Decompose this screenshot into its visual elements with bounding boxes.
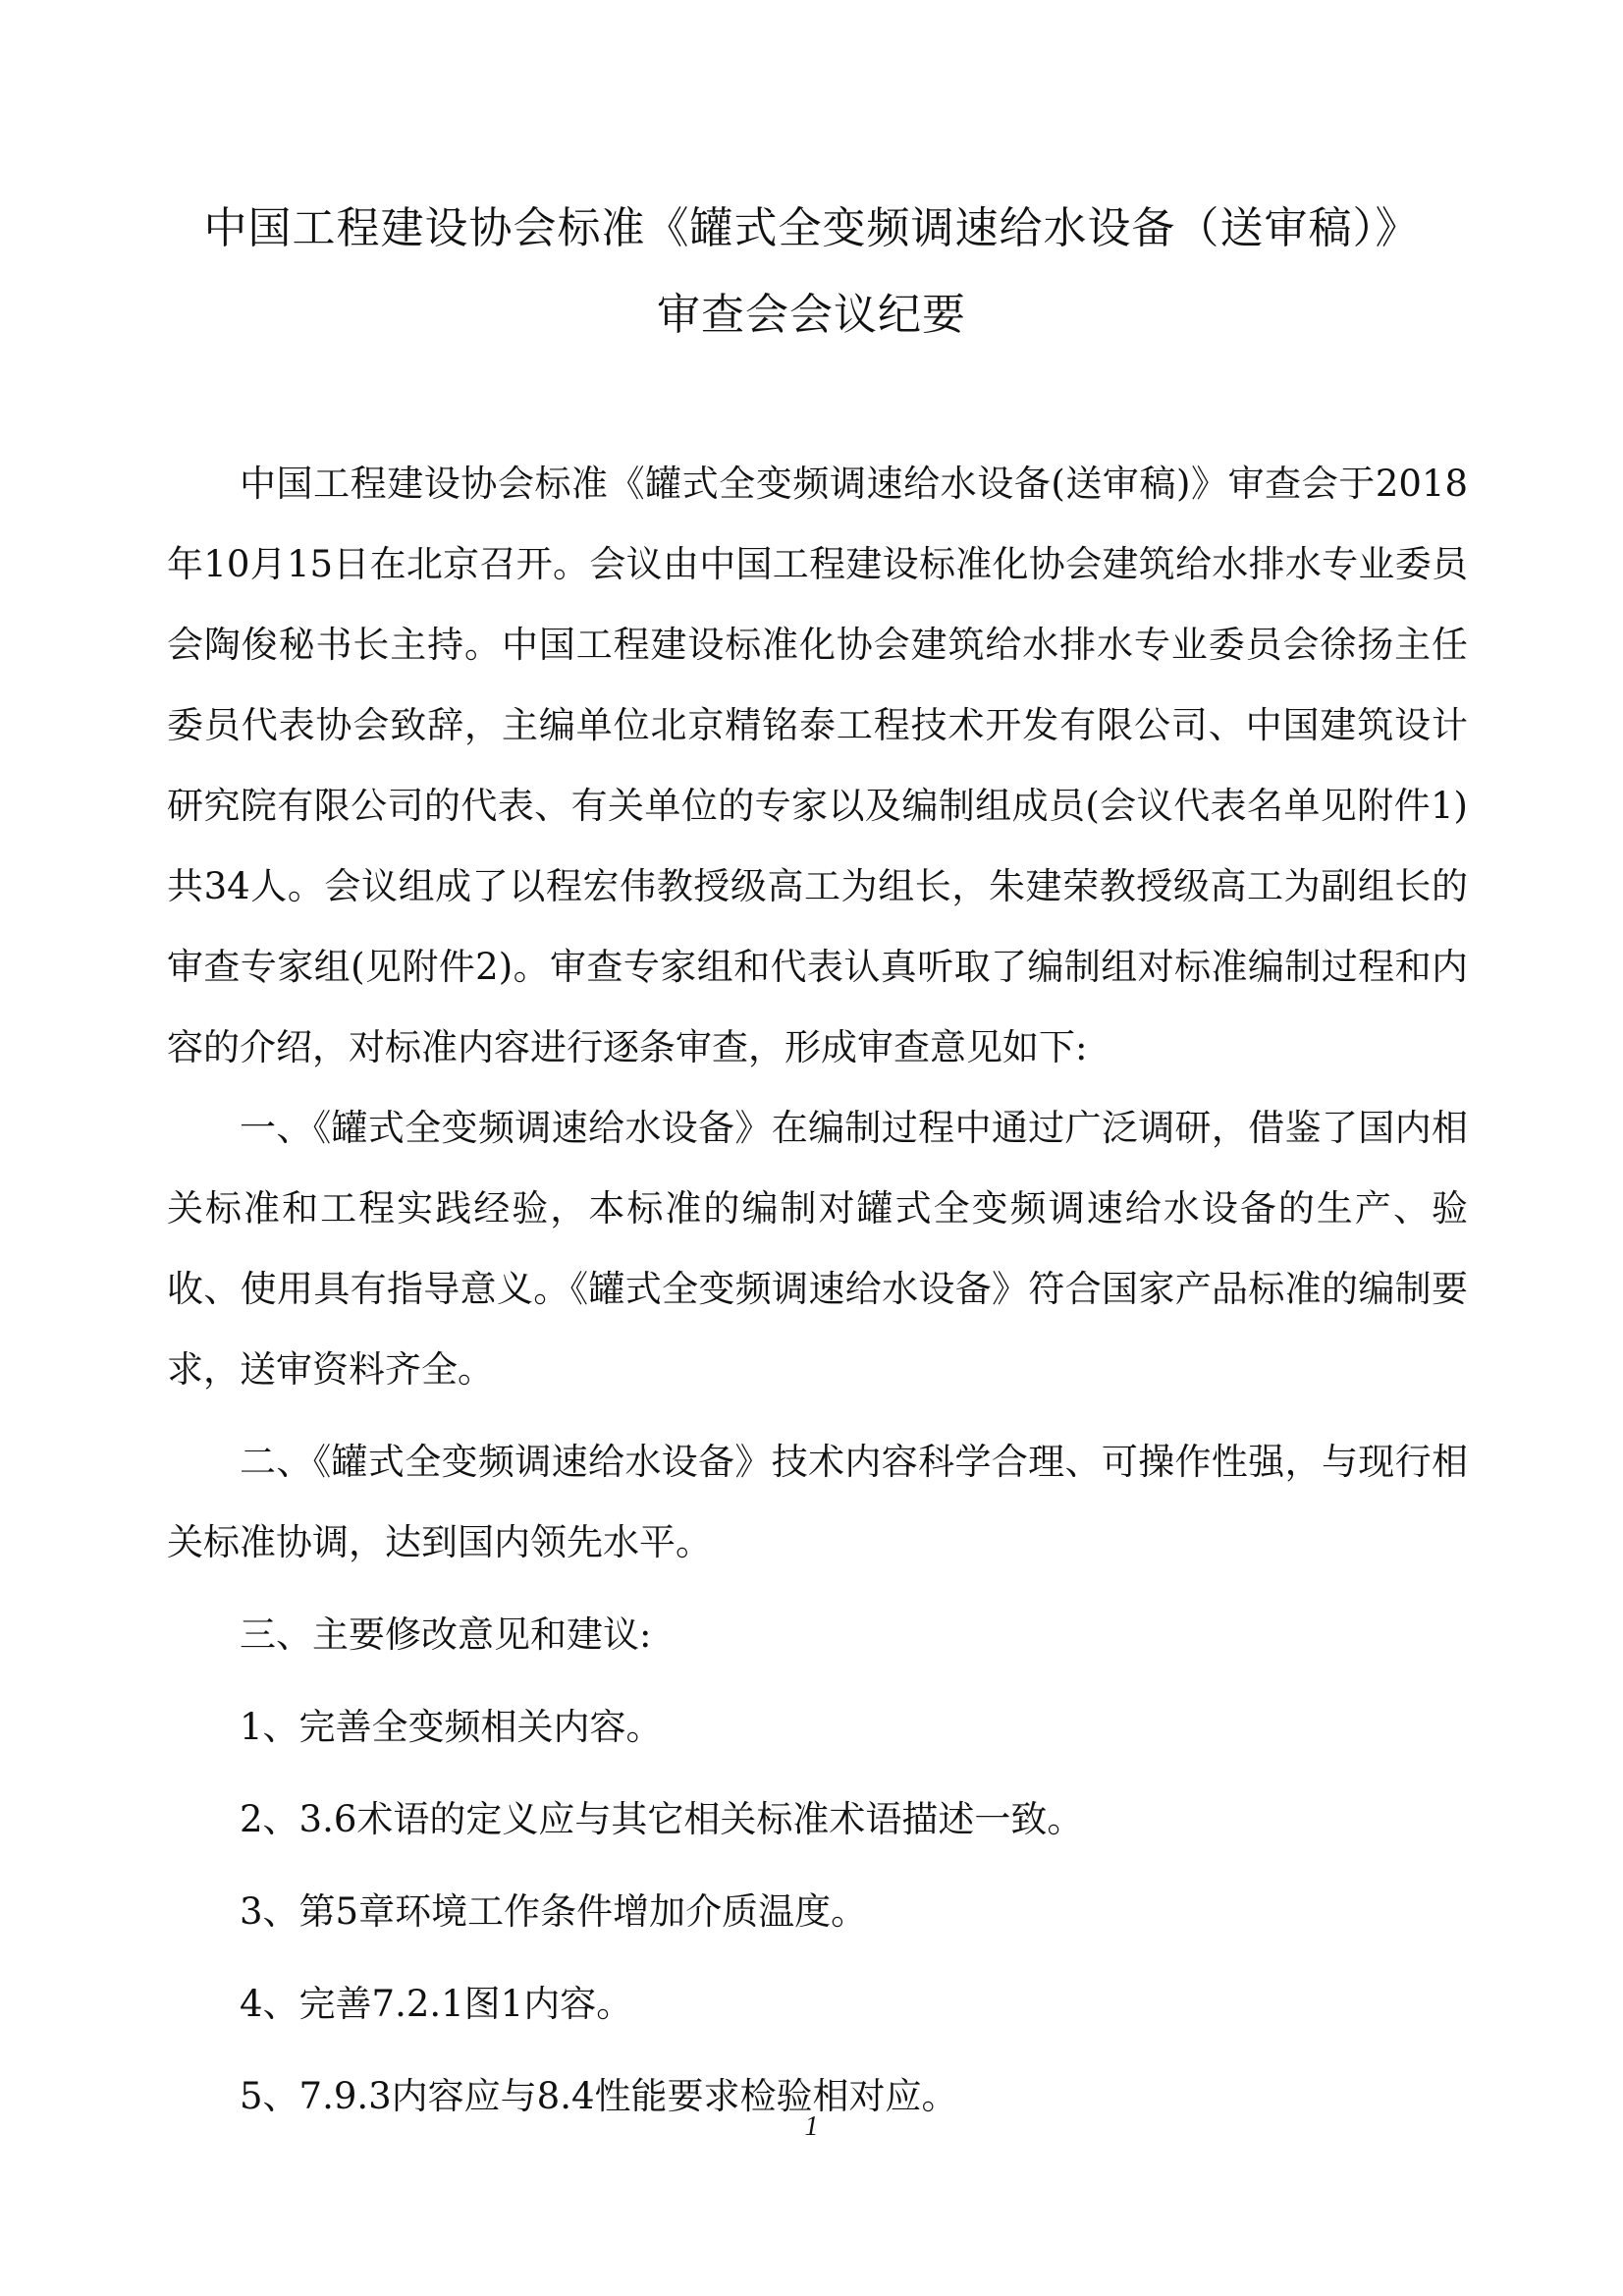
paragraph-opinion-3-heading: 三、主要修改意见和建议: <box>240 1613 652 1656</box>
paragraph-opinion-2: 二、《罐式全变频调速给水设备》技术内容科学合理、可操作性强，与现行相关标准协调，达到国内领先水平。 <box>167 1441 1468 1563</box>
document-body <box>167 444 1468 2137</box>
page-number: 1 <box>804 2111 819 2142</box>
list-item-suggestion-5: 5、7.9.3内容应与8.4性能要求检验相对应。 <box>240 2075 958 2117</box>
list-item-suggestion-4: 4、完善7.2.1图1内容。 <box>240 1983 633 2025</box>
paragraph-intro: 中国工程建设协会标准《罐式全变频调速给水设备(送审稿)》审查会于2018年10月15日在北京召开。会议由中国工程建设标准化协会建筑给水排水专业委员会陶俊秘书长主持。中国工程建设标准化协会建筑给水排水专业委员会徐扬主任委员代表协会致辞，主编单位北京精铭泰工程技术开发有限公司、中国建筑设计研究院有限公司的代表、有关单位的专家以及编制组成员(会议代表名单见附件1) 共34人。会议组成了以程宏伟教授级高工为组长，朱建荣教授级高工为副组长的审查专家组(见附件2)。审查专家组和代表认真听取了编制组对标准编制过程和内容的介绍，对标准内容进行逐条审查，形成审查意见如下: <box>167 463 1468 1068</box>
document-title-line-2: 审查会会议纪要 <box>657 290 966 340</box>
list-item-suggestion-3: 3、第5章环境工作条件增加介质温度。 <box>240 1890 868 1933</box>
paragraph-opinion-1: 一、《罐式全变频调速给水设备》在编制过程中通过广泛调研，借鉴了国内相关标准和工程实践经验，本标准的编制对罐式全变频调速给水设备的生产、验收、使用具有指导意义。《罐式全变频调速给水设备》符合国家产品标准的编制要求，送审资料齐全。 <box>167 1107 1468 1391</box>
list-item-suggestion-2: 2、3.6术语的定义应与其它相关标准术语描述一致。 <box>240 1798 1084 1840</box>
document-title-line-1: 中国工程建设协会标准《罐式全变频调速给水设备（送审稿）》 <box>203 203 1420 253</box>
list-item-suggestion-1: 1、完善全变频相关内容。 <box>240 1706 663 1748</box>
